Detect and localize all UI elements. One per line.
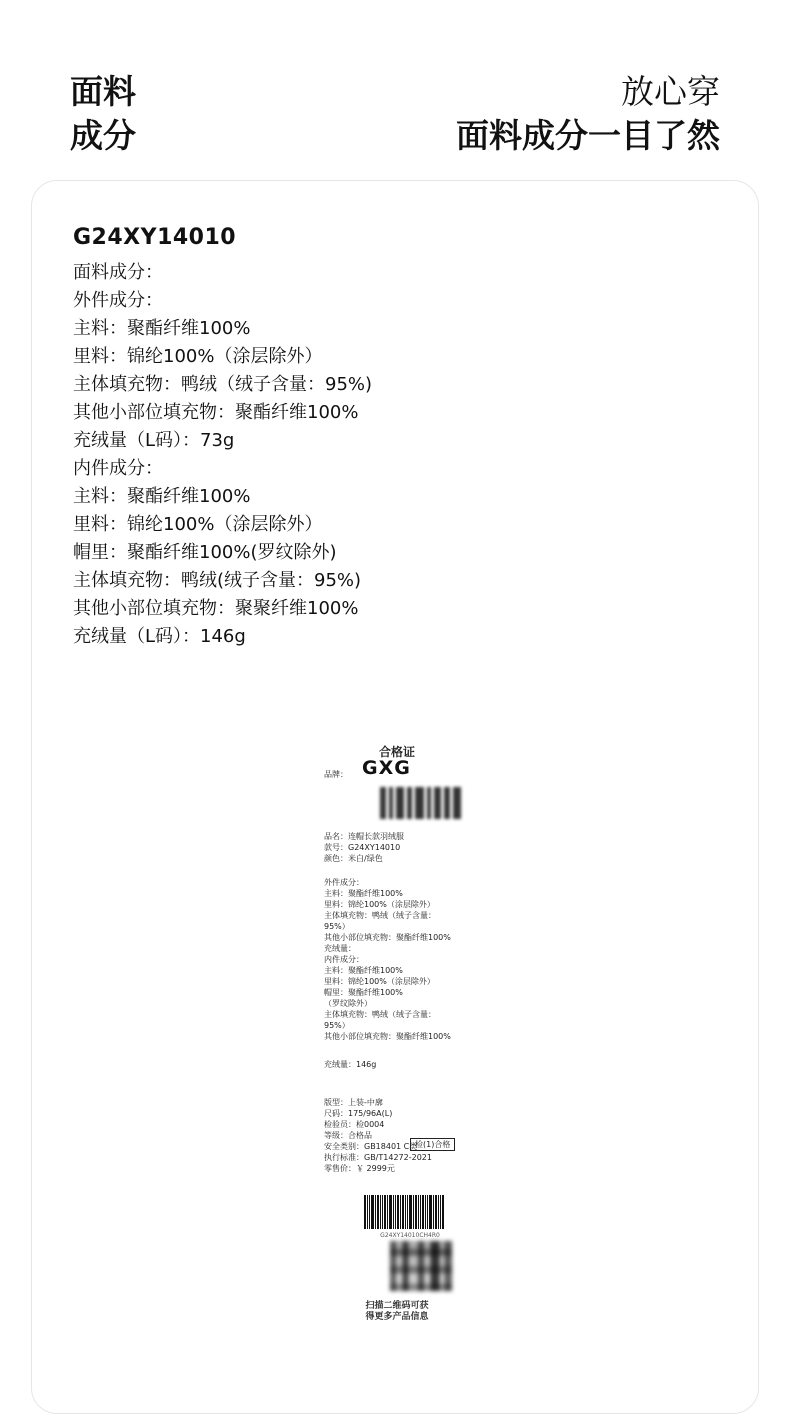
composition-line: 主料：聚酯纤维100% — [73, 318, 251, 339]
scan-hint-line2: 得更多产品信息 — [365, 1312, 429, 1322]
barcode-bar — [409, 1195, 412, 1229]
tag-info-line: 颜色：米白/绿色 — [324, 854, 383, 863]
barcode-bar — [397, 1195, 399, 1229]
inspection-box: 检(1)合格 — [410, 1138, 455, 1151]
tag-composition — [324, 877, 451, 1042]
composition-line: 充绒量（L码）：73g — [73, 430, 235, 451]
tag-title: 合格证 — [378, 745, 415, 759]
tag-composition-line: 主体填充物：鸭绒（绒子含量： — [324, 911, 436, 920]
barcode-bar — [364, 1195, 366, 1229]
tag-info-line: 款号：G24XY14010 — [324, 843, 401, 852]
tag-composition-line: 里料：锦纶100%（涂层除外） — [324, 977, 435, 986]
tag-info — [324, 831, 404, 864]
composition-line: 帽里：聚酯纤维100%(罗纹除外) — [73, 542, 337, 563]
tag-composition-line: 外件成分： — [324, 878, 364, 887]
barcode-bar — [405, 1195, 406, 1229]
section-tagline — [456, 70, 720, 158]
tag-composition-line: （罗纹除外） — [324, 999, 372, 1008]
composition-line: 主体填充物：鸭绒（绒子含量：95%) — [73, 374, 373, 395]
tag-composition-line: 里料：锦纶100%（涂层除外） — [324, 900, 435, 909]
barcode-bar — [442, 1195, 444, 1229]
section-title — [70, 70, 136, 158]
barcode-bar — [367, 1195, 368, 1229]
tag-spec-line: 版型：上装-中廓 — [324, 1098, 383, 1107]
tag-info-line: 品名：连帽长款羽绒服 — [324, 832, 404, 841]
barcode-bar — [433, 1195, 434, 1229]
tag-composition-line: 主体填充物：鸭绒（绒子含量： — [324, 1010, 436, 1019]
barcode-bar — [371, 1195, 374, 1229]
tag-spec-line: 等级：合格品 — [324, 1131, 372, 1140]
barcode-bar — [402, 1195, 404, 1229]
tag-composition-line: 95%） — [324, 1021, 350, 1030]
barcode-bar — [393, 1195, 394, 1229]
barcode-bar — [438, 1195, 439, 1229]
barcode-bar — [415, 1195, 417, 1229]
tag-spec-line: 零售价：￥ 2999元 — [324, 1164, 395, 1173]
composition-line: 其他小部位填充物：聚聚纤维100% — [73, 598, 359, 619]
composition-line: 主料：聚酯纤维100% — [73, 486, 251, 507]
barcode-bar — [380, 1195, 381, 1229]
composition-line: 内件成分： — [73, 458, 163, 479]
section-title-line1: 面料 — [70, 72, 136, 111]
tag-spec-line: 安全类别：GB18401 C类 — [324, 1142, 418, 1151]
composition-line: 里料：锦纶100%（涂层除外） — [73, 514, 323, 535]
barcode-bar — [377, 1195, 379, 1229]
composition-line: 面料成分： — [73, 262, 163, 283]
barcode-bar — [395, 1195, 396, 1229]
tag-spec-line: 执行标准：GB/T14272-2021 — [324, 1153, 432, 1162]
barcode-bar — [413, 1195, 414, 1229]
blurred-barcode — [380, 787, 474, 819]
tag-spec-line: 检验员：检0004 — [324, 1120, 385, 1129]
tag-composition-line: 充绒量： — [324, 944, 356, 953]
tag-composition-line: 内件成分： — [324, 955, 364, 964]
barcode-bar — [389, 1195, 392, 1229]
certificate-tag — [322, 741, 472, 1331]
tagline-line2: 面料成分一目了然 — [456, 116, 720, 155]
tag-composition-line: 帽里：聚酯纤维100% — [324, 988, 403, 997]
tag-composition-line: 主料：聚酯纤维100% — [324, 966, 403, 975]
tag-spec-line: 尺码：175/96A(L) — [324, 1109, 393, 1118]
scan-hint — [322, 1301, 472, 1323]
barcode-bar — [440, 1195, 441, 1229]
composition-line: 外件成分： — [73, 290, 163, 311]
barcode-bar — [382, 1195, 383, 1229]
barcode-bar — [407, 1195, 408, 1229]
barcode-bar — [420, 1195, 421, 1229]
brand-label: 品牌： — [324, 770, 348, 779]
barcode-bar — [369, 1195, 370, 1229]
barcode-bar — [375, 1195, 376, 1229]
barcode-bar — [400, 1195, 401, 1229]
barcode-number: G24XY14010CH4R0 — [380, 1232, 440, 1239]
tag-composition-line: 95%） — [324, 922, 350, 931]
product-code: G24XY14010 — [73, 225, 237, 250]
barcode-bar — [425, 1195, 426, 1229]
barcode-bar — [427, 1195, 428, 1229]
composition-list — [73, 259, 372, 651]
composition-line: 里料：锦纶100%（涂层除外） — [73, 346, 323, 367]
tag-composition-line: 其他小部位填充物：聚酯纤维100% — [324, 1032, 451, 1041]
tag-fill-amount: 充绒量：146g — [324, 1060, 377, 1069]
tag-specs — [324, 1097, 432, 1174]
barcode-bar — [429, 1195, 432, 1229]
barcode-bar — [418, 1195, 419, 1229]
section-title-line2: 成分 — [70, 116, 136, 155]
tag-composition-line: 主料：聚酯纤维100% — [324, 889, 403, 898]
composition-line: 主体填充物：鸭绒(绒子含量：95%) — [73, 570, 362, 591]
barcode-bar — [422, 1195, 424, 1229]
brand-logo: GXG — [362, 757, 411, 779]
composition-card — [31, 180, 759, 1414]
barcode-bar — [387, 1195, 388, 1229]
composition-line: 充绒量（L码）：146g — [73, 626, 246, 647]
qr-code — [390, 1241, 452, 1291]
scan-hint-line1: 扫描二维码可获 — [365, 1301, 429, 1311]
tag-composition-line: 其他小部位填充物：聚酯纤维100% — [324, 933, 451, 942]
composition-line: 其他小部位填充物：聚酯纤维100% — [73, 402, 359, 423]
barcode-bar — [384, 1195, 386, 1229]
tagline-line1: 放心穿 — [621, 72, 720, 111]
barcode-bar — [435, 1195, 437, 1229]
page-header — [0, 0, 790, 180]
barcode — [364, 1195, 456, 1229]
